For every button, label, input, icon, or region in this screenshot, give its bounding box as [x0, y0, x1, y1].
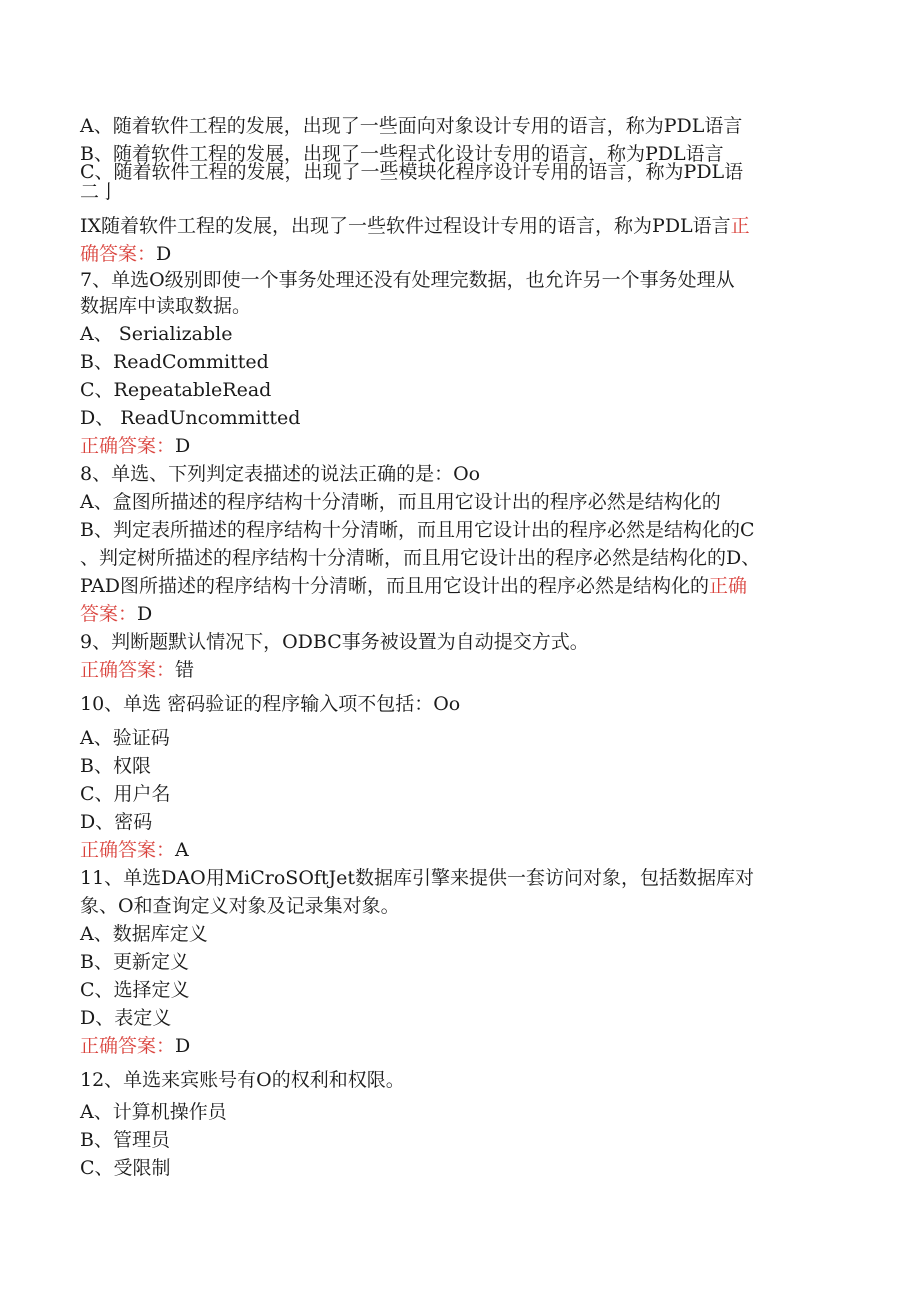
answer-label: 确答案： [80, 243, 157, 265]
answer-label: 正确答案： [80, 435, 176, 457]
option-text: C、RepeatableRead [80, 379, 272, 401]
answer-label: 正确 [709, 575, 748, 597]
option-text: B、判定表所描述的程序结构十分清晰，而且用它设计出的程序必然是结构化的C [80, 519, 755, 541]
option-text: A、随着软件工程的发展，出现了一些面向对象设计专用的语言，称为PDL语言 [80, 115, 743, 137]
answer-value: D [175, 435, 191, 457]
option-text: C、随着软件工程的发展，出现了一些模块化程序设计专用的语言，称为PDL语 [80, 161, 744, 183]
question-text: 7、单选O级别即使一个事务处理还没有处理完数据，也允许另一个事务处理从 [80, 269, 735, 291]
answer-line [80, 434, 190, 458]
option-text: B、ReadCommitted [80, 351, 269, 373]
question-text: 9、判断题默认情况下，ODBC事务被设置为自动提交方式。 [80, 631, 589, 653]
option-text: 、判定树所描述的程序结构十分清晰，而且用它设计出的程序必然是结构化的D、 [80, 547, 761, 569]
option-text: A、数据库定义 [80, 923, 208, 945]
question-text: 10、单选 密码验证的程序输入项不包括：Oo [80, 693, 461, 715]
option-text: B、管理员 [80, 1129, 170, 1151]
option-text: C、用户名 [80, 783, 171, 805]
option-text: D、密码 [80, 811, 153, 833]
answer-line [80, 242, 171, 266]
answer-line [80, 1034, 190, 1058]
answer-value: D [137, 603, 153, 625]
option-text: A、验证码 [80, 727, 170, 749]
answer-value: D [175, 1035, 191, 1057]
option-text: A、盒图所描述的程序结构十分清晰，而且用它设计出的程序必然是结构化的 [80, 491, 721, 513]
option-text: PAD图所描述的程序结构十分清晰，而且用它设计出的程序必然是结构化的正确 [80, 575, 748, 597]
answer-value: D [156, 243, 172, 265]
question-text: 11、单选DAO用MiCroSOftJet数据库引擎来提供一套访问对象，包括数据库对 [80, 867, 755, 889]
question-text: 象、O和查询定义对象及记录集对象。 [80, 895, 400, 917]
answer-label: 正 [730, 215, 750, 237]
answer-label: 正确答案： [80, 1035, 176, 1057]
option-text: B、随着软件工程的发展，出现了一些程式化设计专用的语言，称为PDL语言 [80, 143, 724, 165]
option-text: D、 ReadUncommitted [80, 407, 301, 429]
garbled-text: 二亅 [80, 181, 119, 203]
option-text: D、表定义 [80, 1007, 172, 1029]
answer-label: 答案： [80, 603, 138, 625]
answer-value: A [175, 839, 189, 861]
option-text: A、计算机操作员 [80, 1101, 227, 1123]
answer-line [80, 838, 189, 862]
option-text: C、选择定义 [80, 979, 190, 1001]
answer-line [80, 602, 152, 626]
answer-value: 错 [175, 659, 195, 681]
option-text: B、更新定义 [80, 951, 189, 973]
option-text: A、 Serializable [80, 323, 233, 345]
option-text: IX随着软件工程的发展，出现了一些软件过程设计专用的语言，称为PDL语言正 [80, 215, 750, 237]
answer-label: 正确答案： [80, 839, 176, 861]
option-text: C、受限制 [80, 1157, 171, 1179]
answer-line [80, 658, 194, 682]
option-text: B、权限 [80, 755, 151, 777]
question-text: 12、单选来宾账号有O的权利和权限。 [80, 1069, 405, 1091]
question-text: 8、单选、下列判定表描述的说法正确的是：Oo [80, 463, 481, 485]
question-text: 数据库中读取数据。 [80, 295, 252, 317]
answer-label: 正确答案： [80, 659, 176, 681]
